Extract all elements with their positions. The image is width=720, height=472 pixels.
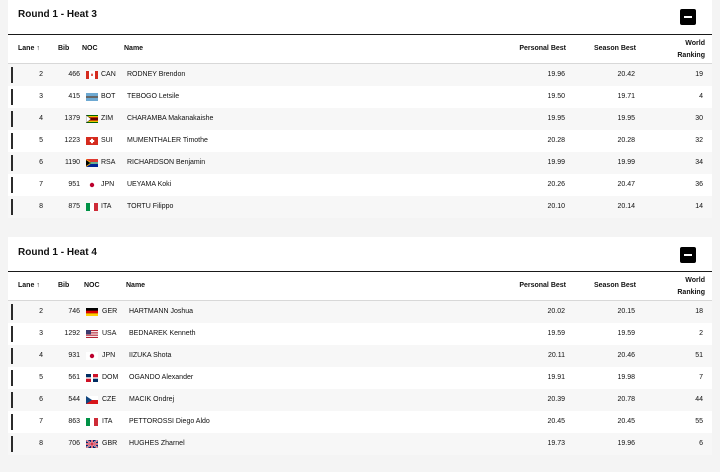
bib-cell: 1190 bbox=[64, 159, 80, 166]
lane-cell: 4 bbox=[39, 352, 43, 359]
season-best-cell: 20.15 bbox=[617, 308, 635, 315]
season-best-cell: 19.59 bbox=[617, 330, 635, 337]
season-best-cell: 20.47 bbox=[617, 181, 635, 188]
row-accent-bar bbox=[11, 67, 13, 83]
usa-flag-icon bbox=[86, 330, 98, 338]
personal-best-cell: 19.50 bbox=[547, 93, 565, 100]
noc-cell: CAN bbox=[101, 71, 116, 78]
bib-cell: 1223 bbox=[64, 137, 80, 144]
world-ranking-cell: 34 bbox=[695, 159, 703, 166]
col-lane[interactable]: Lane ↑ bbox=[18, 45, 40, 52]
personal-best-cell: 20.10 bbox=[547, 203, 565, 210]
bib-cell: 931 bbox=[68, 352, 80, 359]
col-season-best: Season Best bbox=[593, 45, 636, 52]
col-season-best: Season Best bbox=[593, 282, 636, 289]
table-row[interactable] bbox=[8, 196, 712, 218]
heat-header bbox=[8, 237, 712, 271]
sort-up-arrow-icon[interactable]: ↑ bbox=[36, 282, 40, 289]
athlete-name[interactable]: UEYAMA Koki bbox=[127, 181, 172, 188]
noc-cell: DOM bbox=[102, 374, 119, 381]
bib-cell: 1292 bbox=[64, 330, 80, 337]
table-row[interactable] bbox=[8, 152, 712, 174]
lane-cell: 7 bbox=[39, 418, 43, 425]
collapse-button[interactable] bbox=[680, 9, 696, 25]
world-ranking-cell: 2 bbox=[699, 330, 703, 337]
season-best-cell: 20.14 bbox=[617, 203, 635, 210]
heat-rows bbox=[8, 301, 712, 455]
world-ranking-cell: 36 bbox=[695, 181, 703, 188]
table-row[interactable] bbox=[8, 367, 712, 389]
personal-best-cell: 20.28 bbox=[547, 137, 565, 144]
athlete-name[interactable]: TORTU Filippo bbox=[127, 203, 174, 210]
world-ranking-cell: 4 bbox=[699, 93, 703, 100]
noc-cell: GBR bbox=[102, 440, 118, 447]
rsa-flag-icon bbox=[86, 159, 98, 167]
lane-cell: 3 bbox=[39, 330, 43, 337]
heat-title: Round 1 - Heat 3 bbox=[18, 9, 97, 20]
world-ranking-cell: 51 bbox=[695, 352, 703, 359]
table-row[interactable] bbox=[8, 64, 712, 86]
bot-flag-icon bbox=[86, 93, 98, 101]
world-ranking-cell: 44 bbox=[695, 396, 703, 403]
dom-flag-icon bbox=[86, 374, 98, 382]
table-header bbox=[8, 271, 712, 301]
noc-cell: GER bbox=[102, 308, 118, 315]
bib-cell: 415 bbox=[68, 93, 80, 100]
row-accent-bar bbox=[11, 304, 13, 320]
athlete-name[interactable]: TEBOGO Letsile bbox=[127, 93, 180, 100]
bib-cell: 863 bbox=[68, 418, 80, 425]
noc-cell: SUI bbox=[101, 137, 113, 144]
world-ranking-cell: 6 bbox=[699, 440, 703, 447]
minus-icon bbox=[684, 16, 692, 18]
athlete-name[interactable]: RODNEY Brendon bbox=[127, 71, 186, 78]
lane-cell: 6 bbox=[39, 396, 43, 403]
season-best-cell: 19.96 bbox=[617, 440, 635, 447]
jpn-flag-icon bbox=[86, 352, 98, 360]
col-bib: Bib bbox=[58, 45, 70, 52]
personal-best-cell: 19.73 bbox=[547, 440, 565, 447]
personal-best-cell: 20.39 bbox=[547, 396, 565, 403]
personal-best-cell: 20.45 bbox=[547, 418, 565, 425]
row-accent-bar bbox=[11, 326, 13, 342]
row-accent-bar bbox=[11, 392, 13, 408]
personal-best-cell: 19.95 bbox=[547, 115, 565, 122]
minus-icon bbox=[684, 254, 692, 256]
row-accent-bar bbox=[11, 370, 13, 386]
season-best-cell: 20.45 bbox=[617, 418, 635, 425]
row-accent-bar bbox=[11, 89, 13, 105]
athlete-name[interactable]: IIZUKA Shota bbox=[129, 352, 172, 359]
athlete-name[interactable]: RICHARDSON Benjamin bbox=[127, 159, 206, 166]
world-ranking-cell: 14 bbox=[695, 203, 703, 210]
table-row[interactable] bbox=[8, 301, 712, 323]
lane-cell: 8 bbox=[39, 203, 43, 210]
col-personal-best: Personal Best bbox=[519, 45, 566, 52]
season-best-cell: 19.98 bbox=[617, 374, 635, 381]
athlete-name[interactable]: OGANDO Alexander bbox=[129, 374, 194, 381]
lane-cell: 5 bbox=[39, 374, 43, 381]
row-accent-bar bbox=[11, 414, 13, 430]
personal-best-cell: 19.96 bbox=[547, 71, 565, 78]
season-best-cell: 19.95 bbox=[617, 115, 635, 122]
row-accent-bar bbox=[11, 177, 13, 193]
athlete-name[interactable]: BEDNAREK Kenneth bbox=[129, 330, 196, 337]
table-row[interactable] bbox=[8, 345, 712, 367]
cze-flag-icon bbox=[86, 396, 98, 404]
world-ranking-cell: 55 bbox=[695, 418, 703, 425]
ger-flag-icon bbox=[86, 308, 98, 316]
noc-cell: BOT bbox=[101, 93, 116, 100]
can-flag-icon bbox=[86, 71, 98, 79]
athlete-name[interactable]: CHARAMBA Makanakaishe bbox=[127, 115, 214, 122]
bib-cell: 466 bbox=[68, 71, 80, 78]
row-accent-bar bbox=[11, 111, 13, 127]
season-best-cell: 20.46 bbox=[617, 352, 635, 359]
world-ranking-cell: 18 bbox=[695, 308, 703, 315]
world-ranking-cell: 7 bbox=[699, 374, 703, 381]
sort-up-arrow-icon[interactable]: ↑ bbox=[36, 45, 40, 52]
athlete-name[interactable]: PETTOROSSI Diego Aldo bbox=[129, 418, 210, 425]
table-row[interactable] bbox=[8, 433, 712, 455]
world-ranking-cell: 30 bbox=[695, 115, 703, 122]
col-world-ranking: World Ranking bbox=[677, 40, 705, 59]
season-best-cell: 19.71 bbox=[617, 93, 635, 100]
noc-cell: ZIM bbox=[101, 115, 114, 122]
row-accent-bar bbox=[11, 133, 13, 149]
table-row[interactable] bbox=[8, 130, 712, 152]
noc-cell: ITA bbox=[101, 203, 112, 210]
noc-cell: JPN bbox=[102, 352, 116, 359]
personal-best-cell: 19.99 bbox=[547, 159, 565, 166]
athlete-name[interactable]: MACIK Ondrej bbox=[129, 396, 175, 403]
col-bib: Bib bbox=[58, 282, 70, 289]
table-row[interactable] bbox=[8, 174, 712, 196]
season-best-cell: 20.42 bbox=[617, 71, 635, 78]
personal-best-cell: 20.02 bbox=[547, 308, 565, 315]
season-best-cell: 20.28 bbox=[617, 137, 635, 144]
bib-cell: 544 bbox=[68, 396, 80, 403]
row-accent-bar bbox=[11, 348, 13, 364]
row-accent-bar bbox=[11, 199, 13, 215]
lane-cell: 6 bbox=[39, 159, 43, 166]
personal-best-cell: 20.11 bbox=[548, 352, 565, 359]
lane-cell: 2 bbox=[39, 71, 43, 78]
collapse-button[interactable] bbox=[680, 247, 696, 263]
table-row[interactable] bbox=[8, 108, 712, 130]
bib-cell: 706 bbox=[68, 440, 80, 447]
table-row[interactable] bbox=[8, 411, 712, 433]
heat-section bbox=[8, 237, 712, 455]
athlete-name[interactable]: MUMENTHALER Timothe bbox=[127, 137, 208, 144]
bib-cell: 746 bbox=[68, 308, 80, 315]
gbr-flag-icon bbox=[86, 440, 98, 448]
noc-cell: JPN bbox=[101, 181, 115, 188]
bib-cell: 875 bbox=[68, 203, 80, 210]
table-header bbox=[8, 34, 712, 64]
zim-flag-icon bbox=[86, 115, 98, 123]
table-row[interactable] bbox=[8, 86, 712, 108]
bib-cell: 1379 bbox=[64, 115, 80, 122]
noc-cell: CZE bbox=[102, 396, 116, 403]
world-ranking-cell: 19 bbox=[695, 71, 703, 78]
table-row[interactable] bbox=[8, 389, 712, 411]
jpn-flag-icon bbox=[86, 181, 98, 189]
athlete-name[interactable]: HUGHES Zharnel bbox=[129, 440, 185, 447]
col-world-ranking: World Ranking bbox=[677, 277, 705, 296]
row-accent-bar bbox=[11, 436, 13, 452]
personal-best-cell: 20.26 bbox=[547, 181, 565, 188]
col-name: Name bbox=[124, 45, 144, 52]
col-lane[interactable]: Lane ↑ bbox=[18, 282, 40, 289]
lane-cell: 5 bbox=[39, 137, 43, 144]
ita-flag-icon bbox=[86, 418, 98, 426]
noc-cell: RSA bbox=[101, 159, 116, 166]
row-accent-bar bbox=[11, 155, 13, 171]
sui-flag-icon bbox=[86, 137, 98, 145]
lane-cell: 8 bbox=[39, 440, 43, 447]
lane-cell: 4 bbox=[39, 115, 43, 122]
bib-cell: 951 bbox=[68, 181, 80, 188]
noc-cell: ITA bbox=[102, 418, 113, 425]
personal-best-cell: 19.59 bbox=[547, 330, 565, 337]
table-row[interactable] bbox=[8, 323, 712, 345]
col-noc: NOC bbox=[82, 45, 98, 52]
ita-flag-icon bbox=[86, 203, 98, 211]
col-name: Name bbox=[126, 282, 146, 289]
world-ranking-cell: 32 bbox=[695, 137, 703, 144]
lane-cell: 2 bbox=[39, 308, 43, 315]
personal-best-cell: 19.91 bbox=[547, 374, 565, 381]
lane-cell: 7 bbox=[39, 181, 43, 188]
season-best-cell: 20.78 bbox=[617, 396, 635, 403]
noc-cell: USA bbox=[102, 330, 117, 337]
lane-cell: 3 bbox=[39, 93, 43, 100]
col-personal-best: Personal Best bbox=[519, 282, 566, 289]
heat-header bbox=[8, 0, 712, 34]
heat-rows bbox=[8, 64, 712, 218]
heat-title: Round 1 - Heat 4 bbox=[18, 247, 97, 258]
heat-section bbox=[8, 0, 712, 218]
athlete-name[interactable]: HARTMANN Joshua bbox=[129, 308, 194, 315]
col-noc: NOC bbox=[84, 282, 100, 289]
season-best-cell: 19.99 bbox=[617, 159, 635, 166]
bib-cell: 561 bbox=[68, 374, 80, 381]
